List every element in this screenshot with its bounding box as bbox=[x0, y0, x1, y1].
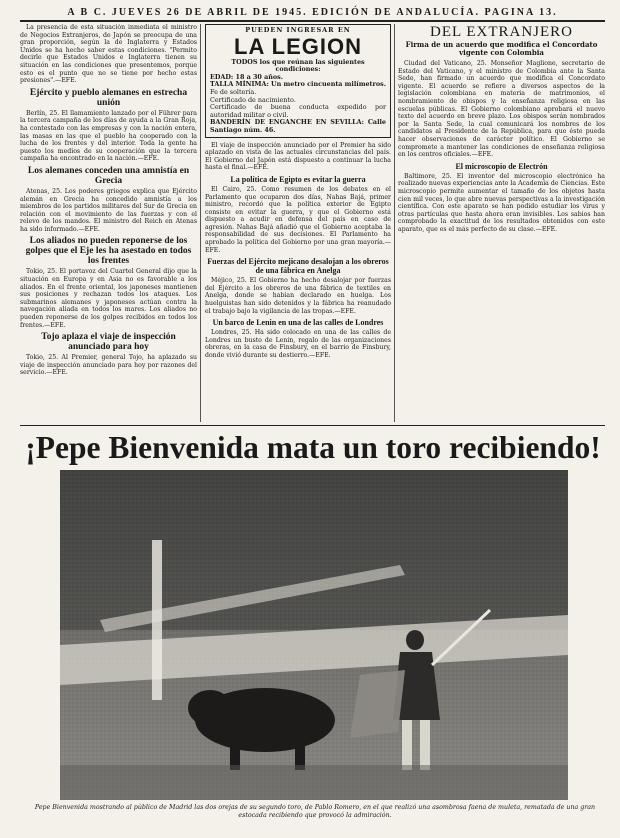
ad-title: LA LEGION bbox=[234, 33, 362, 59]
article-paragraph: El Cairo, 25. Como resumen de los debates en el Parlamento que ocuparon dos días, Nahas Bajá, primer ministro, recordó que la política exterior de Egipto consiste en evitar la guerra, y que el Gobierno está dispuesto a acudir en defensa del país en caso de agresión. Nahas Bajá añadió que el Gobierno aceptaba la responsabilidad de sus decisiones. El Parlamento ha aprobado la política del Gobierno por una gran mayoría.—EFE. bbox=[205, 185, 391, 254]
main-headline: ¡Pepe Bienvenida mata un toro recibiendo! bbox=[25, 430, 601, 465]
ad-line: BANDERÍN DE ENGANCHE EN SEVILLA: Calle Santiago núm. 46. bbox=[210, 118, 386, 134]
ad-kicker: PUEDEN INGRESAR EN bbox=[245, 26, 351, 34]
article-paragraph: Ciudad del Vaticano, 25. Monseñor Maglione, secretario de Estado del Vaticano, y el ministro de Colombia ante la Santa Sede, han firmado un acuerdo que modifica el Concordato vigente. El acuerdo se refiere a diversos aspectos de la legislación colombiana en materia de matrimonios, el nombramiento de obispos y la enseñanza religiosa en las escuelas públicas. El Gobierno colombiano aprobará el nuevo texto del acuerdo en breve plazo. Los obispos serán nombrados por la Santa Sede, la cual comunicará los nombres de los candidatos al Presidente de la República, para que éste pueda hacer observaciones de carácter político. El Gobierno se compromete a mantener las condiciones de enseñanza religiosa en los centros oficiales.—EFE. bbox=[398, 60, 605, 159]
article-headline: Los aliados no pueden reponerse de los golpes que el Eje les ha asestado en todos los frentes bbox=[25, 236, 192, 267]
article-headline: La política de Egipto es evitar la guerra bbox=[230, 174, 366, 184]
article-paragraph: Baltimore, 25. El inventor del microscopio electrónico ha realizado nuevas experiencias ante la Academia de Ciencias. Este microscopio permite aumentar el tamaño de los objetos hasta cien mil veces, lo que abre nuevas perspectivas a la investigación científica. Con este aparato se han podido estudiar los virus y otras partículas que hasta ahora eran invisibles. Los sabios han comprobado la exactitud de los resultados obtenidos con este aparato, que es el más perfecto de su clase.—EFE. bbox=[398, 172, 605, 233]
article-headline: Firma de un acuerdo que modifica el Concordato vigente con Colombia bbox=[405, 40, 598, 57]
ad-line: Fe de soltería. bbox=[210, 87, 257, 96]
column-rule bbox=[200, 24, 201, 422]
section-title: DEL EXTRANJERO bbox=[429, 24, 574, 40]
article-headline: Fuerzas del Ejército mejicano desalojan a los obreros de una fábrica en Anelga bbox=[207, 257, 389, 276]
divider bbox=[20, 425, 605, 426]
ad-line: TALLA MÍNIMA: Un metro cincuenta milímetros. bbox=[210, 80, 386, 89]
column-rule bbox=[394, 24, 395, 422]
column-3 bbox=[398, 24, 605, 424]
ad-intro: TODOS los que reúnan las siguientes condiciones: bbox=[231, 57, 365, 74]
article-headline: Los alemanes conceden una amnistía en Grecia bbox=[27, 165, 190, 186]
article-paragraph: Tokio, 25. Al Premier, general Tojo, ha aplazado su viaje de inspección anunciado para hoy por razones del servicio.—EFE. bbox=[20, 354, 197, 377]
article-paragraph: Berlín, 25. El llamamiento lanzado por el Führer para la tercera campaña de los días de ayuda a la Gran Roja, ha contestado con las empresas y con la nación entera, las masas en las que el pueblo ha cooperado con la lucha de los frentes y del interior. Toda la gente ha puesto los medios de su cooperación que la tercera campaña ha encontrado en la nación.—EFE. bbox=[20, 109, 197, 163]
article-headline: Un barco de Lenin en una de las calles de Londres bbox=[212, 318, 384, 328]
article-paragraph: Tokio, 25. El portavoz del Cuartel General dijo que la situación en Europa y en Asia no es favorable a los aliados. En el frente oriental, los japoneses mantienen sus posiciones y rechazan todos los ataques. Los submarinos alemanes y japoneses actúan contra la navegación aliada en todos los mares. Los aliados no pueden reponerse de los golpes recibidos en todos los frentes.—EFE. bbox=[20, 268, 197, 329]
article-headline: Tojo aplaza el viaje de inspección anunciado para hoy bbox=[41, 332, 176, 353]
legion-advertisement bbox=[205, 24, 391, 138]
ad-line: Certificado de nacimiento. bbox=[210, 95, 296, 104]
article-headline: El microscopio de Electrón bbox=[455, 161, 548, 171]
ad-line: Certificado de buena conducta expedido por autoridad militar o civil. bbox=[210, 103, 386, 119]
article-paragraph: El viaje de inspección anunciado por el Premier ha sido aplazado en vista de las actuales circunstancias del país. El Gobierno del Japón está dispuesto a continuar la lucha hasta el final.—EFE. bbox=[205, 141, 391, 172]
article-paragraph: Méjico, 25. El Gobierno ha hecho desalojar por fuerzas del Ejército a los obreros de una fábrica de textiles en Anelga, donde se habían declarado en huelga. Los huelguistas han sido detenidos y la fábrica ha reanudado el trabajo bajo la vigilancia de las tropas.—EFE. bbox=[205, 277, 391, 315]
ad-line: EDAD: 18 a 30 años. bbox=[210, 72, 283, 81]
article-paragraph: Londres, 25. Ha sido colocado en una de las calles de Londres un busto de Lenin, regalo de las organizaciones obreras, en la casa de Finsbury, en el barrio de Finsbury, donde vivió durante su destierro.—EFE. bbox=[205, 329, 391, 359]
bullfight-photo bbox=[60, 470, 568, 800]
photo-caption: Pepe Bienvenida mostrando al público de Madrid las dos orejas de su segundo toro, de Pablo Romero, en el que realizó una asombrosa faena de muleta, rematada de una gran estocada recibiendo que provocó la admiración. bbox=[34, 804, 596, 819]
column-2 bbox=[205, 24, 391, 424]
column-1 bbox=[20, 24, 197, 424]
masthead: A B C. JUEVES 26 DE ABRIL DE 1945. EDICIÓN DE ANDALUCÍA. PAGINA 13. bbox=[20, 6, 605, 22]
article-paragraph: La presencia de esta situación inmediata el ministro de Negocios Extranjeros, de Japón se preocupa de una gran proporción, según la de Inglaterra y Estados Unidos se ha hecho saber estas condiciones. "Permito decirle que Estados Unidos e Inglaterra tienen su situación en las condiciones que presentemos, porque esto es el punto que no se tiene por hecho estas presiones".—EFE. bbox=[20, 24, 197, 85]
article-headline: Ejército y pueblo alemanes en estrecha unión bbox=[29, 87, 188, 108]
article-paragraph: Atenas, 25. Los poderes griegos explica que Ejército alemán en Grecia ha concedido amnistía a los miembros de los partidos militares del Sur de Grecia en relación con el movimiento de las fuerzas y con el relevo de los mandos. El ministro del Reich en Atenas ha sido informado.—EFE. bbox=[20, 187, 197, 233]
